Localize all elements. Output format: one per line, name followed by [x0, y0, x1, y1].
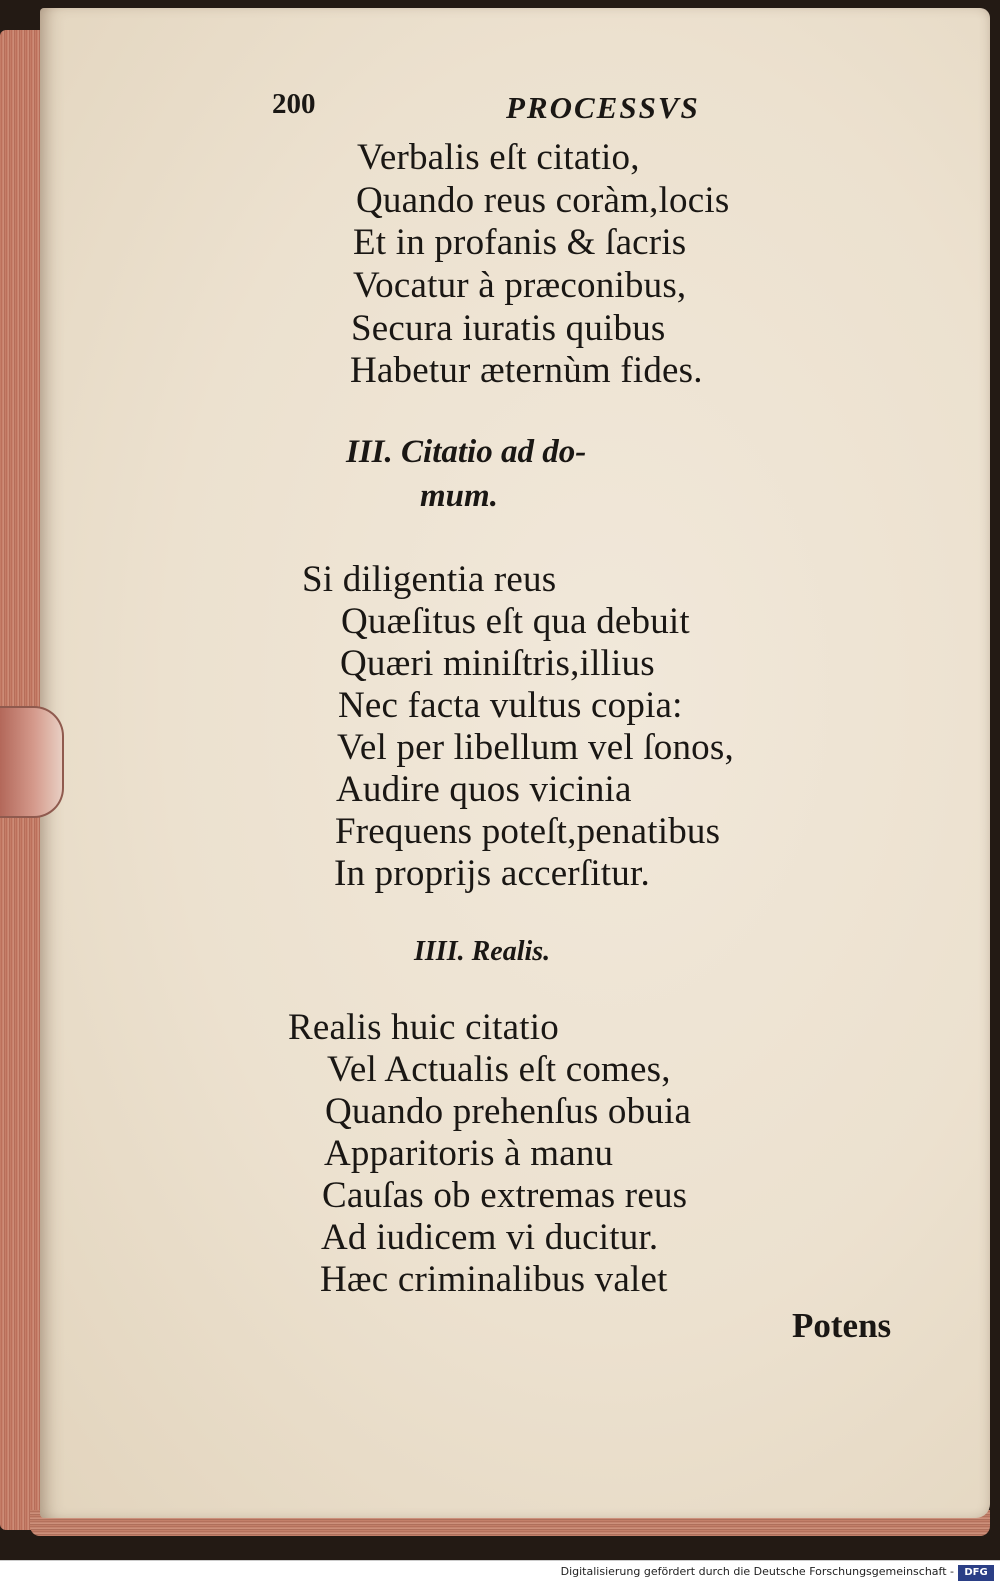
book-clasp	[0, 706, 64, 818]
verse-line: Vel per libellum vel ſonos,	[337, 727, 734, 768]
verse-line: Vocatur à præconibus,	[353, 265, 687, 306]
verse-line: Quæſitus eſt qua debuit	[341, 601, 690, 642]
verse-line: Frequens poteſt,penatibus	[335, 811, 721, 852]
verse-line: Verbalis eſt citatio,	[357, 137, 640, 178]
verse-line: Vel Actualis eſt comes,	[327, 1049, 671, 1090]
verse-line: Secura iuratis quibus	[351, 308, 666, 349]
funding-credit: Digitalisierung gefördert durch die Deutsche Forschungsgemeinschaft -	[560, 1565, 954, 1578]
section-heading: III. Citatio ad do-	[346, 434, 587, 470]
verse-line: Habetur æternùm fides.	[350, 350, 703, 391]
verse-line: In proprijs accerſitur.	[334, 853, 650, 894]
verse-line: Quando prehenſus obuia	[325, 1091, 692, 1132]
verse-line: Et in profanis & ſacris	[353, 222, 687, 263]
verse-line: Cauſas ob extremas reus	[322, 1175, 688, 1216]
dfg-logo: DFG	[958, 1565, 994, 1581]
verse-line: Realis huic citatio	[288, 1007, 559, 1048]
catchword: Potens	[792, 1306, 892, 1345]
credit-footer	[0, 1560, 1000, 1586]
verse-line: Quæri miniſtris,illius	[340, 643, 655, 684]
verse-line: Ad iudicem vi ducitur.	[321, 1217, 659, 1258]
verse-line: Quando reus coràm,locis	[356, 180, 730, 221]
page-number: 200	[272, 88, 316, 120]
verse-line: Audire quos vicinia	[336, 769, 632, 810]
section-heading: IIII. Realis.	[414, 936, 551, 967]
section-heading-cont: mum.	[420, 478, 498, 514]
verse-line: Si diligentia reus	[302, 559, 557, 600]
verse-line: Apparitoris à manu	[324, 1133, 614, 1174]
book-page	[40, 8, 990, 1518]
verse-line: Hæc criminalibus valet	[320, 1259, 668, 1300]
verse-line: Nec facta vultus copia:	[338, 685, 683, 726]
running-title: PROCESSVS	[506, 90, 700, 125]
